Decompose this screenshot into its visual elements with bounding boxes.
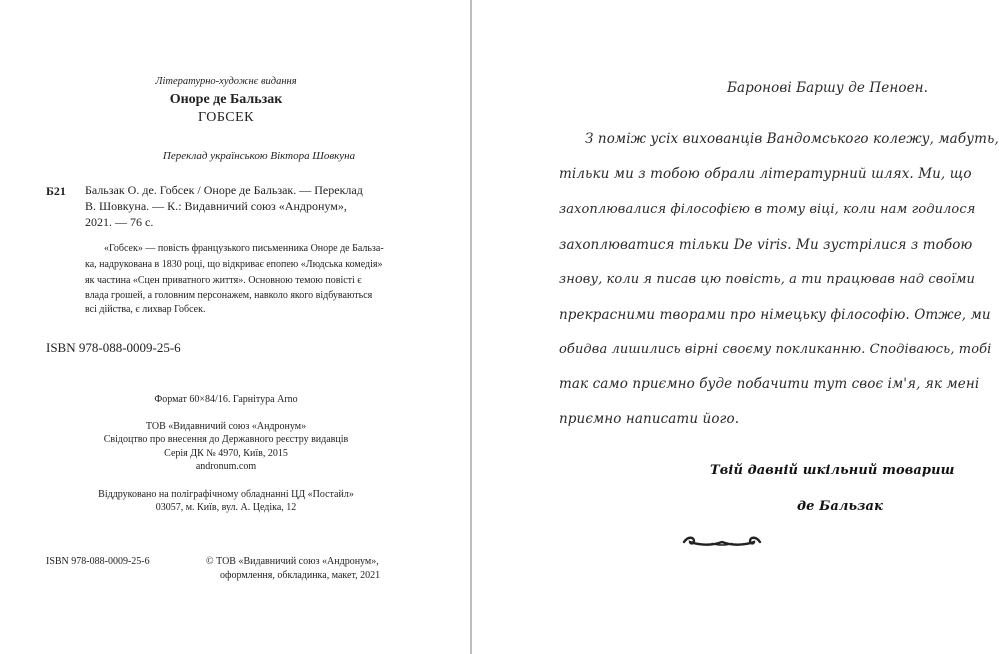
letter-line: З поміж усіх вихованців Вандомського колежу, мабуть, [585, 131, 999, 147]
catalog-line: Бальзак О. де. Гобсек / Оноре де Бальзак. — Переклад [85, 183, 363, 197]
letter-line: захоплюватися тільки De viris. Ми зустрілися з тобою [559, 237, 973, 253]
left-page [0, 0, 470, 654]
copyright-line: оформлення, обкладинка, макет, 2021 [220, 570, 381, 581]
letter-line: обидва лишились вірні своєму покликанню. Сподіваюсь, тобі [559, 342, 992, 357]
letter-line: прекрасними творами про німецьку філософію. Отже, ми [559, 307, 991, 323]
catalog-index: Б21 [46, 184, 66, 198]
letter-line: приємно написати його. [559, 411, 740, 427]
annotation-line: як частина «Сцен приватного життя». Основною темою повісті є [85, 275, 362, 286]
translation-credit: Переклад українською Віктора Шовкуна [162, 150, 356, 162]
right-page [472, 0, 999, 654]
copyright-line: © ТОВ «Видавничий союз «Андронум», [206, 556, 379, 567]
annotation-line: «Гобсек» — повість французького письменника Оноре де Бальза- [104, 243, 384, 254]
isbn: ISBN 978-088-0009-25-6 [46, 340, 181, 355]
dedication: Бароновi Баршу де Пеноен. [727, 80, 929, 96]
edition-type: Літературно-художнє видання [155, 76, 297, 87]
format-info: Формат 60×84/16. Гарнітура Arno [154, 394, 298, 405]
author-name: Оноре де Бальзак [169, 92, 283, 107]
letter-line: тільки ми з тобою обрали літературний шлях. Ми, що [559, 166, 972, 182]
footer-isbn: ISBN 978-088-0009-25-6 [46, 556, 150, 567]
signature-salutation: Твій давній шкільний товариш [710, 463, 955, 478]
catalog-line: 2021. — 76 с. [85, 215, 154, 229]
book-title: ГОБСЕК [197, 110, 255, 125]
print-line: 03057, м. Київ, вул. А. Цедіка, 12 [155, 502, 297, 513]
publisher-line: Серія ДК № 4970, Київ, 2015 [164, 448, 288, 459]
annotation-line: всі дійства, є лихвар Гобсек. [85, 304, 206, 315]
signature-name: де Бальзак [797, 499, 883, 514]
catalog-line: В. Шовкуна. — К.: Видавничий союз «Андронум», [85, 199, 347, 213]
letter-line: знову, коли я писав цю повість, а ти працював над своїми [559, 272, 975, 287]
print-line: Віддруковано на поліграфічному обладнанні ЦД «Постайл» [98, 489, 354, 500]
letter-line: так само приємно буде побачити тут своє ім'я, як мені [559, 376, 980, 392]
flourish-ornament-icon [682, 533, 762, 549]
annotation-line: влада грошей, а головним персонажем, навколо якого відбуваються [85, 290, 373, 301]
publisher-line: Свідоцтво про внесення до Державного реєстру видавців [103, 434, 349, 445]
annotation-line: ка, надрукована в 1830 році, що відкриває епопею «Людська комедія» [85, 259, 383, 270]
publisher-website: andronum.com [195, 461, 257, 472]
publisher-line: ТОВ «Видавничий союз «Андронум» [145, 421, 307, 432]
letter-line: захоплювалися філософією в тому віці, коли нам годилося [559, 202, 976, 217]
